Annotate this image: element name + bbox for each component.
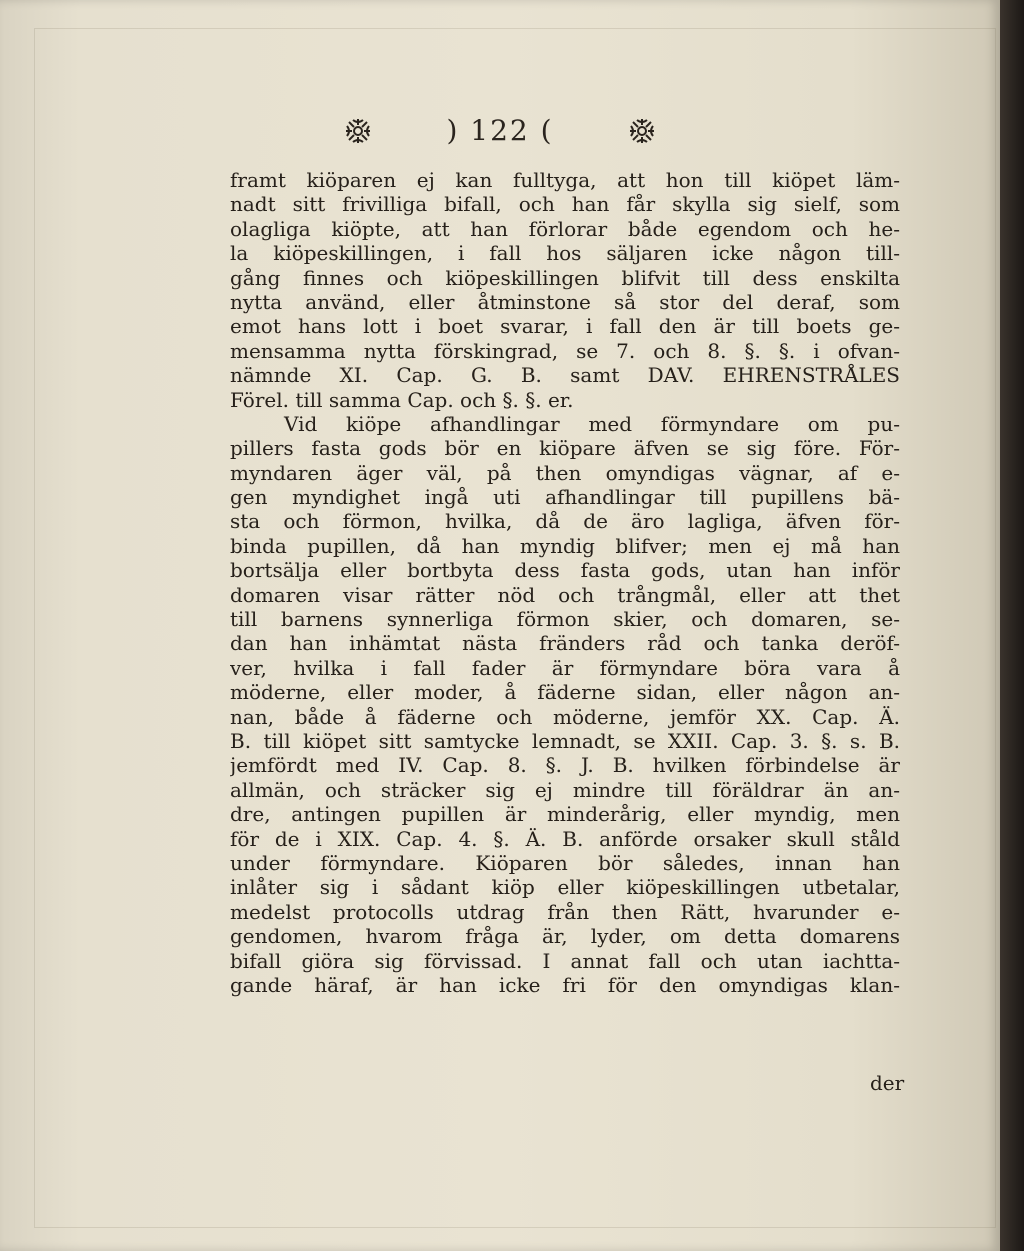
text-line: Förel. till samma Cap. och §. §. er. (230, 387, 574, 412)
text-line: bifall giöra sig förvissad. I annat fall och utan iachtta- (230, 948, 900, 973)
catchword: der (870, 1071, 905, 1095)
fleuron-ornament-right-icon (628, 117, 656, 145)
text-line: bortsälja eller bortbyta dess fasta gods, utan han inför (230, 558, 900, 583)
text-line: binda pupillen, då han myndig blifver; men ej må han (230, 533, 900, 558)
text-line: inlåter sig i sådant kiöp eller kiöpeskillingen utbetalar, (230, 875, 900, 900)
text-line: nämnde XI. Cap. G. B. samt DAV. EHRENSTRÅLES (230, 363, 900, 388)
text-line: till barnens synnerliga förmon skier, och domaren, se- (230, 607, 900, 632)
text-line: jemfördt med IV. Cap. 8. §. J. B. hvilken förbindelse är (230, 753, 900, 778)
page-number: ) 122 ( (446, 114, 554, 147)
text-line: ver, hvilka i fall fader är förmyndare böra vara å (230, 655, 900, 680)
text-line: gande häraf, är han icke fri för den omyndigas klan- (230, 972, 900, 997)
text-line: dan han inhämtat nästa fränders råd och tanka deröf- (230, 631, 900, 656)
text-line: möderne, eller moder, å fäderne sidan, eller någon an- (230, 680, 900, 705)
text-line: myndaren äger väl, på then omyndigas vägnar, af e- (230, 460, 900, 485)
text-line: domaren visar rätter nöd och trångmål, eller att thet (230, 582, 900, 607)
text-line: medelst protocolls utdrag från then Rätt, hvarunder e- (230, 899, 900, 924)
text-line: gång finnes och kiöpeskillingen blifvit till dess enskilta (230, 265, 900, 290)
text-line: gen myndighet ingå uti afhandlingar till pupillens bä- (230, 485, 900, 510)
text-line: B. till kiöpet sitt samtycke lemnadt, se XXII. Cap. 3. §. s. B. (230, 728, 900, 753)
text-line: olagliga kiöpte, att han förlorar både egendom och he- (230, 216, 900, 241)
fleuron-ornament-left-icon (344, 117, 372, 145)
text-line: nan, både å fäderne och möderne, jemför XX. Cap. Ä. (230, 704, 900, 729)
text-line: pillers fasta gods bör en kiöpare äfven se sig före. För- (230, 436, 900, 461)
text-line: emot hans lott i boet svarar, i fall den är till boets ge- (230, 314, 900, 339)
text-line: gendomen, hvarom fråga är, lyder, om detta domarens (230, 924, 900, 949)
page-header (0, 112, 1000, 147)
text-line: nytta använd, eller åtminstone så stor del deraf, som (230, 289, 900, 314)
text-line: allmän, och sträcker sig ej mindre till föräldrar än an- (230, 777, 900, 802)
text-line: under förmyndare. Kiöparen bör således, innan han (230, 850, 900, 875)
text-line: mensamma nytta förskingrad, se 7. och 8. §. §. i ofvan- (230, 338, 900, 363)
text-line: la kiöpeskillingen, i fall hos säljaren icke någon till- (230, 241, 900, 266)
text-line: nadt sitt frivilliga bifall, och han får skylla sig sielf, som (230, 192, 900, 217)
text-line: sta och förmon, hvilka, då de äro lagliga, äfven för- (230, 509, 900, 534)
text-line: för de i XIX. Cap. 4. §. Ä. B. anförde orsaker skull ståld (230, 826, 900, 851)
text-line: dre, antingen pupillen är minderårig, eller myndig, men (230, 802, 900, 827)
facing-page-edge (1000, 0, 1024, 1251)
text-line: Vid kiöpe afhandlingar med förmyndare om pu- (284, 411, 900, 436)
text-line: framt kiöparen ej kan fulltyga, att hon till kiöpet läm- (230, 168, 900, 192)
body-text (230, 168, 900, 997)
